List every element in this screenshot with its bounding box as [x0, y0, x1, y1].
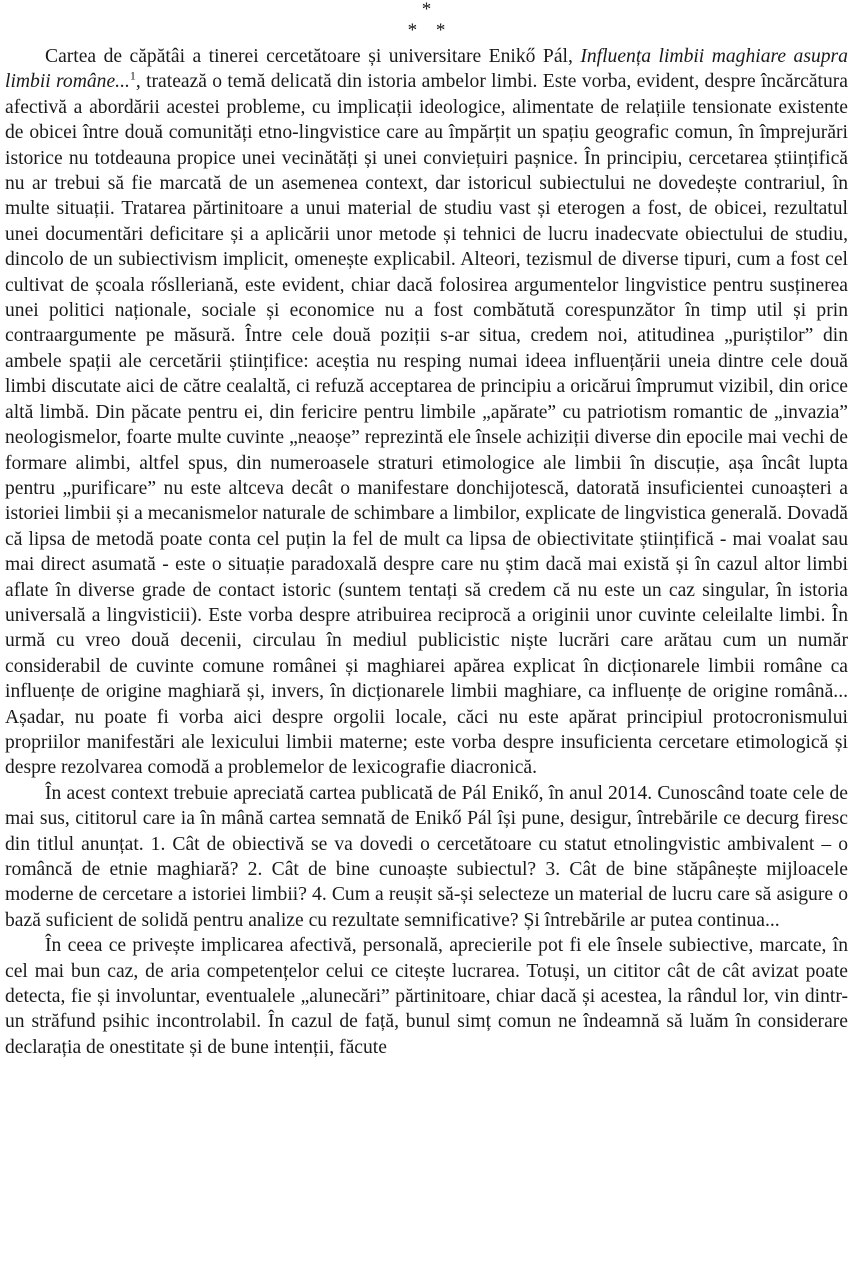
asterisk-top: *	[421, 0, 432, 20]
paragraph-intro	[5, 44, 848, 781]
book-title: Influența limbii maghiare asupra limbii române...	[5, 46, 848, 93]
paragraph-intro-lead: Cartea de căpătâi a tinerei cercetătoare și universitare Enikő Pál,	[45, 46, 581, 67]
paragraph-affective: În ceea ce privește implicarea afectivă, personală, aprecierile pot fi ele însele subiective, marcate, în cel mai bun caz, de aria competențelor celui ce citește lucrarea. Totuși, un cititor cât de cât avizat poate detecta, fie și involuntar, eventualele „alunecări” părtinitoare, chiar dacă și acestea, la rândul lor, vin dintr-un străfund psihic incontrolabil. În cazul de față, bunul simț comun ne îndeamnă să luăm în considerare declarația de onestitate și de bune intenții, făcute	[5, 935, 848, 1058]
asterisk-pair: * *	[407, 20, 446, 41]
section-separator	[5, 0, 848, 44]
paragraph-intro-body: , tratează o temă delicată din istoria ambelor limbi. Este vorba, evident, despre încărcătura afectivă a abordării acestei probleme, cu implicații ideologice, alimentate de relațiile tensionate existente de obicei între două comunități etno-lingvistice care au împărțit un spațiu geografic comun, în împrejurări istorice nu totdeauna propice unei vecinătăți și unei conviețuiri pașnice. În principiu, cercetarea științifică nu ar trebui să fie marcată de un asemenea context, dar istoricul subiectului ne dovedește contrariul, în multe situații. Tratarea părtinitoare a unui material de studiu vast și eterogen a fost, de obicei, rezultatul unei documentări deficitare și a aplicării unor metode și tehnici de lucru inadecvate obiectului de studiu, dincolo de un subiectivism implicit, omenește explicabil. Alteori, tezismul de diverse tipuri, cum a fost cel cultivat de școala rőslleriană, este evident, chiar dacă folosirea argumentelor lingvistice pentru susținerea unei politici naționale, sociale și economice nu a fost combătută corespunzător în timp util și prin contraargumente pe măsură. Între cele două poziții s-ar situa, credem noi, atitudinea „puriștilor” din ambele spații ale cercetării științifice: aceștia nu resping numai ideea influențării uneia dintre cele două limbi discutate aici de către cealaltă, ci refuză acceptarea de principiu a oricărui împrumut vizibil, din orice altă limbă. Din păcate pentru ei, din fericire pentru limbile „apărate” cu patriotism romantic de „invazia” neologismelor, foarte multe cuvinte „neaoșe” reprezintă ele însele achiziții diverse din epocile mai vechi de formare alimbi, altfel spus, din numeroasele straturi etimologice ale limbii în discuție, așa încât lupta pentru „purificare” nu este altceva decât o manifestare donchijotescă, datorată insuficientei cunoașteri a istoriei limbii și a mecanismelor naturale de schimbare a limbilor, explicate de lingvistica generală. Dovadă că lipsa de metodă poate conta cel puțin la fel de mult ca lipsa de obiectivitate științifică - mai voalat sau mai direct asumată - este o situație paradoxală despre care nu știm dacă mai există și în cazul altor limbi aflate în diverse grade de contact istoric (suntem tentați să credem că nu este un caz singular, în istoria universală a lingvisticii). Este vorba despre atribuirea reciprocă a originii unor cuvinte celeilalte limbi. În urmă cu vreo două decenii, circulau în mediul publicistic niște lucrări care arătau cum un număr considerabil de cuvinte comune românei și maghiarei apărea explicat în dicționarele limbii române ca influențe de origine maghiară și, invers, în dicționarele limbii maghiare, ca influențe de origine română... Așadar, nu poate fi vorba aici despre orgolii locale, căci nu este apărat principiul protocronismului propriilor manifestări ale lexicului limbii materne; este vorba despre insuficienta cercetare etimologică și despre rezolvarea comodă a problemelor de lexicografie diacronică.	[5, 71, 848, 779]
footnote-ref: 1	[129, 68, 136, 83]
paragraph-context: În acest context trebuie apreciată cartea publicată de Pál Enikő, în anul 2014. Cunoscând toate cele de mai sus, cititorul care ia în mână cartea semnată de Enikő Pál își pune, desigur, întrebările ce decurg firesc din titlul anunțat. 1. Cât de obiectivă se va dovedi o cercetătoare cu statut etnolingvistic ambivalent – o româncă de etnie maghiară? 2. Cât de bine cunoaște subiectul? 3. Cât de bine stăpânește mijloacele moderne de cercetare a istoriei limbii? 4. Cum a reușit să-și selecteze un material de lucru care să asigure o bază suficient de solidă pentru analize cu rezultate semnificative? Și întrebările ar putea continua...	[5, 782, 848, 931]
